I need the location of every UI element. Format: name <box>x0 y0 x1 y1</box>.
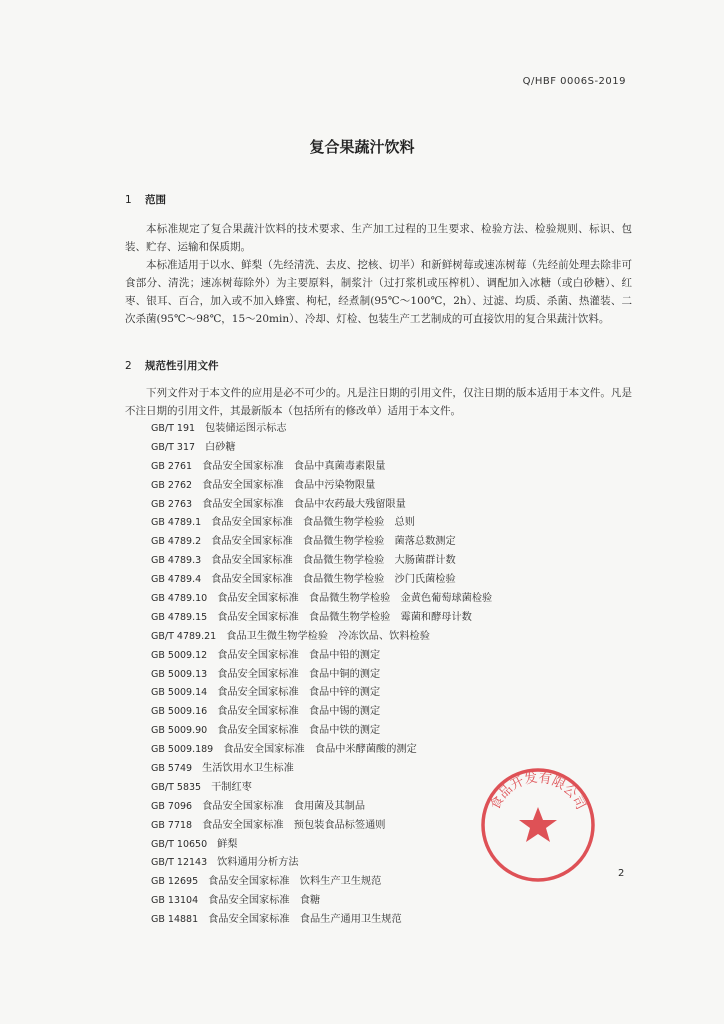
references-intro: 下列文件对于本文件的应用是必不可少的。凡是注日期的引用文件，仅注日期的版本适用于本文件。凡是不注日期的引用文件，其最新版本（包括所有的修改单）适用于本文件。 <box>125 387 632 417</box>
section-1-title: 范围 <box>145 194 166 206</box>
reference-title: 干制红枣 <box>211 781 252 793</box>
reference-code: GB 4789.3 <box>151 555 202 567</box>
reference-item <box>151 817 492 836</box>
reference-item <box>151 420 492 439</box>
reference-code: GB 5009.90 <box>151 725 208 737</box>
page-number: 2 <box>618 868 625 879</box>
reference-title: 食品安全国家标准 食用菌及其制品 <box>202 800 366 812</box>
reference-code: GB 2763 <box>151 498 193 510</box>
reference-code: GB 5009.16 <box>151 706 208 718</box>
reference-title: 食品卫生微生物学检验 冷冻饮品、饮料检验 <box>226 630 430 642</box>
reference-code: GB 4789.1 <box>151 517 202 529</box>
seal-star-icon <box>519 807 557 842</box>
reference-item <box>151 798 492 817</box>
reference-item <box>151 514 492 533</box>
reference-code: GB 5009.12 <box>151 649 208 661</box>
reference-item <box>151 496 492 515</box>
reference-code: GB/T 191 <box>151 423 196 434</box>
reference-title: 食品安全国家标准 食品中铅的测定 <box>217 649 381 661</box>
section-2-heading <box>125 358 219 373</box>
reference-item <box>151 873 492 892</box>
section-1-heading <box>125 192 166 207</box>
reference-code: GB 5009.13 <box>151 668 208 680</box>
reference-item <box>151 779 492 798</box>
scope-paragraph-2: 本标准适用于以水、鲜梨（先经清洗、去皮、挖核、切半）和新鲜树莓或速冻树莓（先经前处理去除非可食部分、清洗；速冻树莓除外）为主要原料，制浆汁（过打浆机或压榨机）、调配加入冰糖（或白砂糖）、红枣、银耳、百合，加入或不加入蜂蜜、枸杞，经煮制(95℃～100℃，2h）、过滤、均质、杀菌、热灌装、二次杀菌(95℃～98℃，15～20min）、冷却、灯检、包装生产工艺制成的可直接饮用的复合果蔬汁饮料。 <box>125 259 632 325</box>
reference-item <box>151 439 492 458</box>
reference-code: GB/T 5835 <box>151 781 202 793</box>
reference-title: 白砂糖 <box>205 441 236 453</box>
reference-code: GB 5749 <box>151 763 193 775</box>
reference-item <box>151 666 492 685</box>
reference-item <box>151 854 492 873</box>
reference-title: 食品安全国家标准 食品中铜的测定 <box>217 668 381 680</box>
reference-code: GB 4789.2 <box>151 536 202 548</box>
reference-list <box>151 420 492 930</box>
reference-item <box>151 684 492 703</box>
document-code: Q/HBF 0006S-2019 <box>522 76 626 87</box>
reference-item <box>151 647 492 666</box>
reference-title: 食品安全国家标准 食品中锡的测定 <box>217 706 381 718</box>
reference-item <box>151 628 492 647</box>
seal-text-path: 食品开发有限公司 <box>488 770 588 813</box>
reference-item <box>151 533 492 552</box>
reference-code: GB/T 10650 <box>151 838 208 850</box>
reference-title: 食品安全国家标准 食品中农药最大残留限量 <box>202 498 406 510</box>
reference-code: GB 2761 <box>151 460 193 472</box>
reference-code: GB 5009.14 <box>151 687 208 699</box>
scope-paragraph-1: 本标准规定了复合果蔬汁饮料的技术要求、生产加工过程的卫生要求、检验方法、检验规则、标识、包装、贮存、运输和保质期。 <box>125 223 632 253</box>
reference-code: GB 7718 <box>151 819 193 831</box>
reference-code: GB/T 4789.21 <box>151 630 217 642</box>
reference-item <box>151 590 492 609</box>
reference-title: 食品安全国家标准 食品中米酵菌酸的测定 <box>223 744 417 756</box>
reference-code: GB 4789.15 <box>151 611 208 623</box>
section-2-title: 规范性引用文件 <box>145 360 219 372</box>
reference-item <box>151 911 492 930</box>
reference-item <box>151 741 492 760</box>
seal-text <box>488 771 588 812</box>
reference-code: GB 12695 <box>151 876 199 888</box>
reference-item <box>151 760 492 779</box>
reference-code: GB 13104 <box>151 895 199 907</box>
reference-title: 食品安全国家标准 饮料生产卫生规范 <box>208 876 382 888</box>
reference-title: 食品安全国家标准 食糖 <box>208 895 321 907</box>
company-seal <box>478 765 598 885</box>
reference-code: GB 7096 <box>151 800 193 812</box>
reference-title: 食品安全国家标准 预包装食品标签通则 <box>202 819 386 831</box>
reference-code: GB 5009.189 <box>151 744 214 756</box>
reference-title: 食品安全国家标准 食品微生物学检验 菌落总数测定 <box>211 536 456 548</box>
reference-item <box>151 609 492 628</box>
reference-title: 鲜梨 <box>217 838 238 850</box>
section-1-number: 1 <box>125 194 132 206</box>
reference-title: 饮料通用分析方法 <box>217 857 299 869</box>
reference-title: 食品安全国家标准 食品微生物学检验 总则 <box>211 517 415 529</box>
reference-title: 包装储运图示标志 <box>205 423 287 434</box>
reference-item <box>151 836 492 855</box>
reference-code: GB/T 12143 <box>151 857 208 869</box>
reference-code: GB/T 317 <box>151 441 196 453</box>
reference-title: 食品安全国家标准 食品中铁的测定 <box>217 725 381 737</box>
reference-item <box>151 703 492 722</box>
reference-code: GB 4789.10 <box>151 593 208 605</box>
reference-title: 食品安全国家标准 食品微生物学检验 沙门氏菌检验 <box>211 574 456 586</box>
reference-title: 食品安全国家标准 食品中污染物限量 <box>202 479 376 491</box>
reference-title: 食品安全国家标准 食品中真菌毒素限量 <box>202 460 386 472</box>
reference-title: 食品安全国家标准 食品微生物学检验 霉菌和酵母计数 <box>217 611 472 623</box>
reference-code: GB 2762 <box>151 479 193 491</box>
document-title: 复合果蔬汁饮料 <box>309 138 415 156</box>
reference-item <box>151 552 492 571</box>
section-2-number: 2 <box>125 360 132 372</box>
reference-title: 食品安全国家标准 食品生产通用卫生规范 <box>208 914 402 926</box>
reference-title: 食品安全国家标准 食品微生物学检验 大肠菌群计数 <box>211 555 456 567</box>
reference-item <box>151 892 492 911</box>
reference-title: 食品安全国家标准 食品中锌的测定 <box>217 687 381 699</box>
reference-item <box>151 722 492 741</box>
reference-item <box>151 477 492 496</box>
reference-item <box>151 571 492 590</box>
reference-title: 生活饮用水卫生标准 <box>202 763 294 775</box>
reference-code: GB 4789.4 <box>151 574 202 586</box>
reference-title: 食品安全国家标准 食品微生物学检验 金黄色葡萄球菌检验 <box>217 593 493 605</box>
reference-code: GB 14881 <box>151 914 199 926</box>
reference-item <box>151 458 492 477</box>
